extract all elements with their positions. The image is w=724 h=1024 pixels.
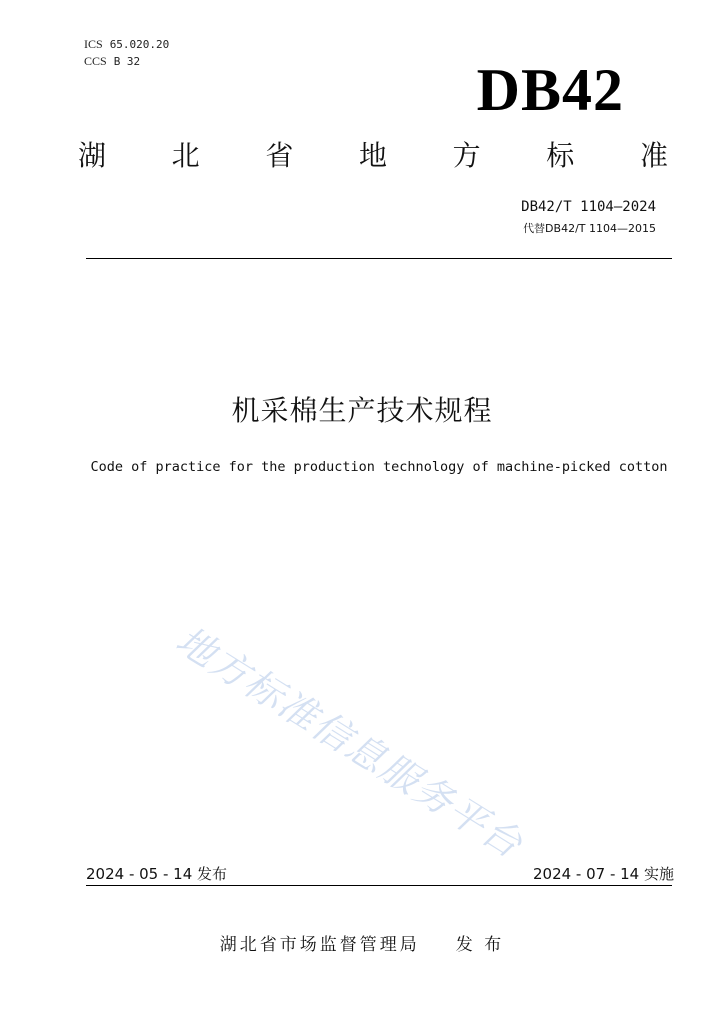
ics-code: 65.020.20 <box>109 38 170 51</box>
ics-label: ICS <box>84 37 103 51</box>
publish-date: 2024 - 05 - 14 发布 <box>86 865 228 883</box>
ccs-code: B 32 <box>113 55 141 68</box>
org-title-char: 方 <box>452 139 481 172</box>
implement-date: 2024 - 07 - 14 实施 <box>532 865 674 883</box>
publisher-line <box>0 934 724 956</box>
watermark: 地方标准信息服务平台 <box>168 617 532 868</box>
ics-line <box>84 36 169 53</box>
title-chinese: 机采棉生产技术规程 <box>231 394 493 427</box>
standard-number: DB42/T 1104—2024 <box>521 199 656 215</box>
org-title-char: 准 <box>639 139 668 172</box>
org-title-char: 省 <box>265 139 294 172</box>
ccs-label: CCS <box>84 54 107 68</box>
org-title-char: 湖 <box>78 139 107 172</box>
classification-codes <box>84 36 169 70</box>
org-title-char: 北 <box>171 139 200 172</box>
top-divider <box>86 258 672 259</box>
bottom-divider <box>86 885 672 886</box>
title-english: Code of practice for the production technology of machine-picked cotton <box>90 459 668 475</box>
publisher-suffix: 发 布 <box>455 935 505 955</box>
org-title-char: 标 <box>546 139 575 172</box>
org-title-char: 地 <box>358 139 387 172</box>
db-logo: DB42 <box>476 57 624 123</box>
org-title <box>78 138 668 174</box>
ccs-line <box>84 53 169 70</box>
replaces-note: 代替DB42/T 1104—2015 <box>523 222 656 235</box>
publisher-name: 湖北省市场监督管理局 <box>219 935 420 955</box>
